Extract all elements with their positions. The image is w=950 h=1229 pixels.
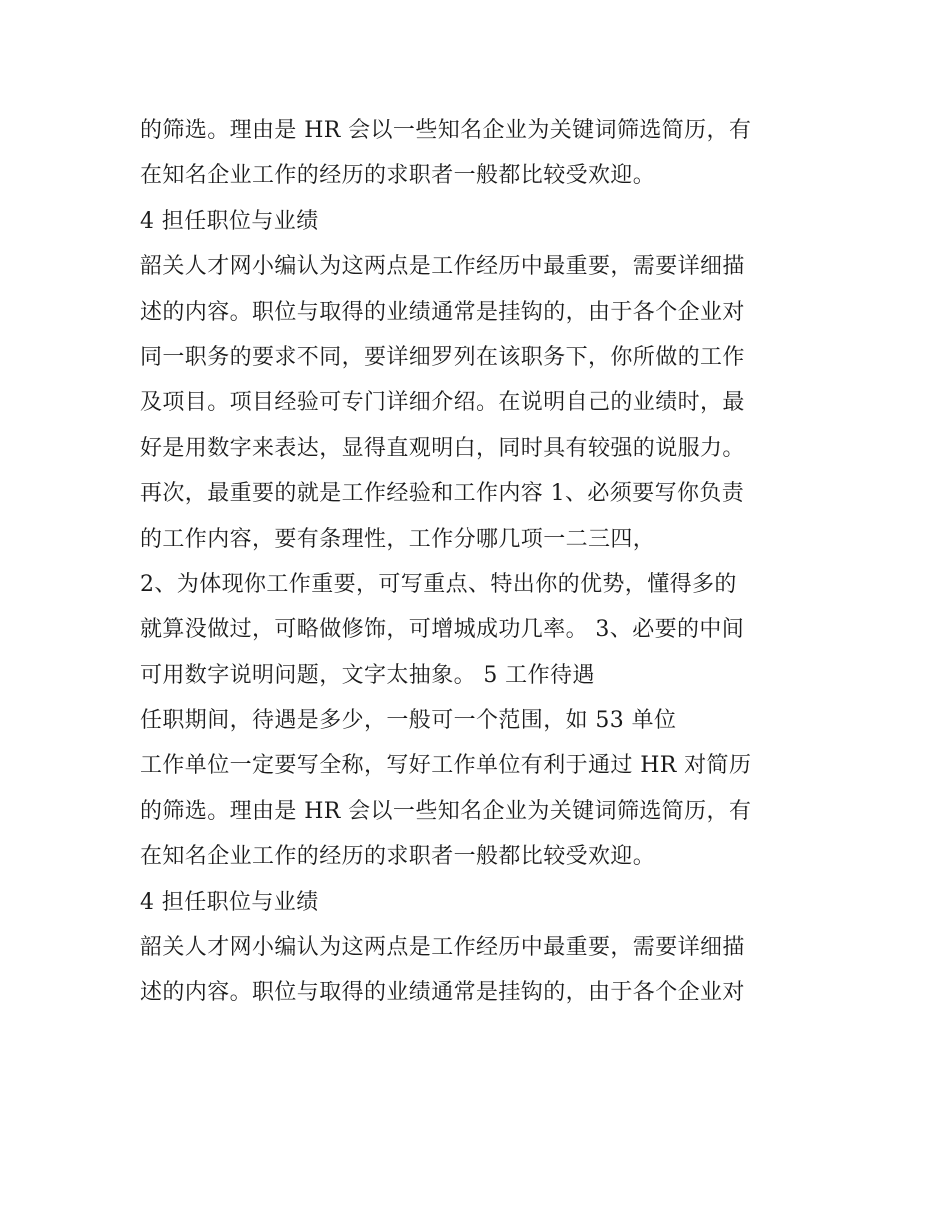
text-line: 韶关人才网小编认为这两点是工作经历中最重要，需要详细描 xyxy=(140,935,745,961)
text-line: 韶关人才网小编认为这两点是工作经历中最重要，需要详细描 xyxy=(140,254,745,280)
text-line: 的筛选。理由是 HR 会以一些知名企业为关键词筛选简历，有 xyxy=(140,798,752,824)
text-line: 及项目。项目经验可专门详细介绍。在说明自己的业绩时，最 xyxy=(140,390,745,416)
text-line: 可用数字说明问题，文字太抽象。 5 工作待遇 xyxy=(140,662,595,688)
text-line: 2、为体现你工作重要，可写重点、特出你的优势，懂得多的 xyxy=(140,571,737,597)
text-line: 好是用数字来表达，显得直观明白，同时具有较强的说服力。 xyxy=(140,435,745,461)
section-heading: 4 担任职位与业绩 xyxy=(140,889,319,915)
text-line: 在知名企业工作的经历的求职者一般都比较受欢迎。 xyxy=(140,844,656,870)
text-line: 在知名企业工作的经历的求职者一般都比较受欢迎。 xyxy=(140,163,656,189)
text-line: 的筛选。理由是 HR 会以一些知名企业为关键词筛选简历，有 xyxy=(140,118,752,143)
text-line: 同一职务的要求不同，要详细罗列在该职务下，你所做的工作 xyxy=(140,344,745,370)
section-heading: 4 担任职位与业绩 xyxy=(140,208,319,234)
text-line: 述的内容。职位与取得的业绩通常是挂钩的，由于各个企业对 xyxy=(140,980,745,1006)
text-line: 再次，最重要的就是工作经验和工作内容 1、必须要写你负责 xyxy=(140,481,745,507)
text-line: 的工作内容，要有条理性，工作分哪几项一二三四， xyxy=(140,526,656,552)
text-line: 述的内容。职位与取得的业绩通常是挂钩的，由于各个企业对 xyxy=(140,299,745,325)
text-line: 就算没做过，可略做修饰，可增城成功几率。 3、必要的中间 xyxy=(140,617,745,643)
text-line: 工作单位一定要写全称，写好工作单位有利于通过 HR 对简历 xyxy=(140,753,752,779)
text-line: 任职期间，待遇是多少，一般可一个范围，如 53 单位 xyxy=(140,708,677,734)
document-body xyxy=(140,108,830,1016)
